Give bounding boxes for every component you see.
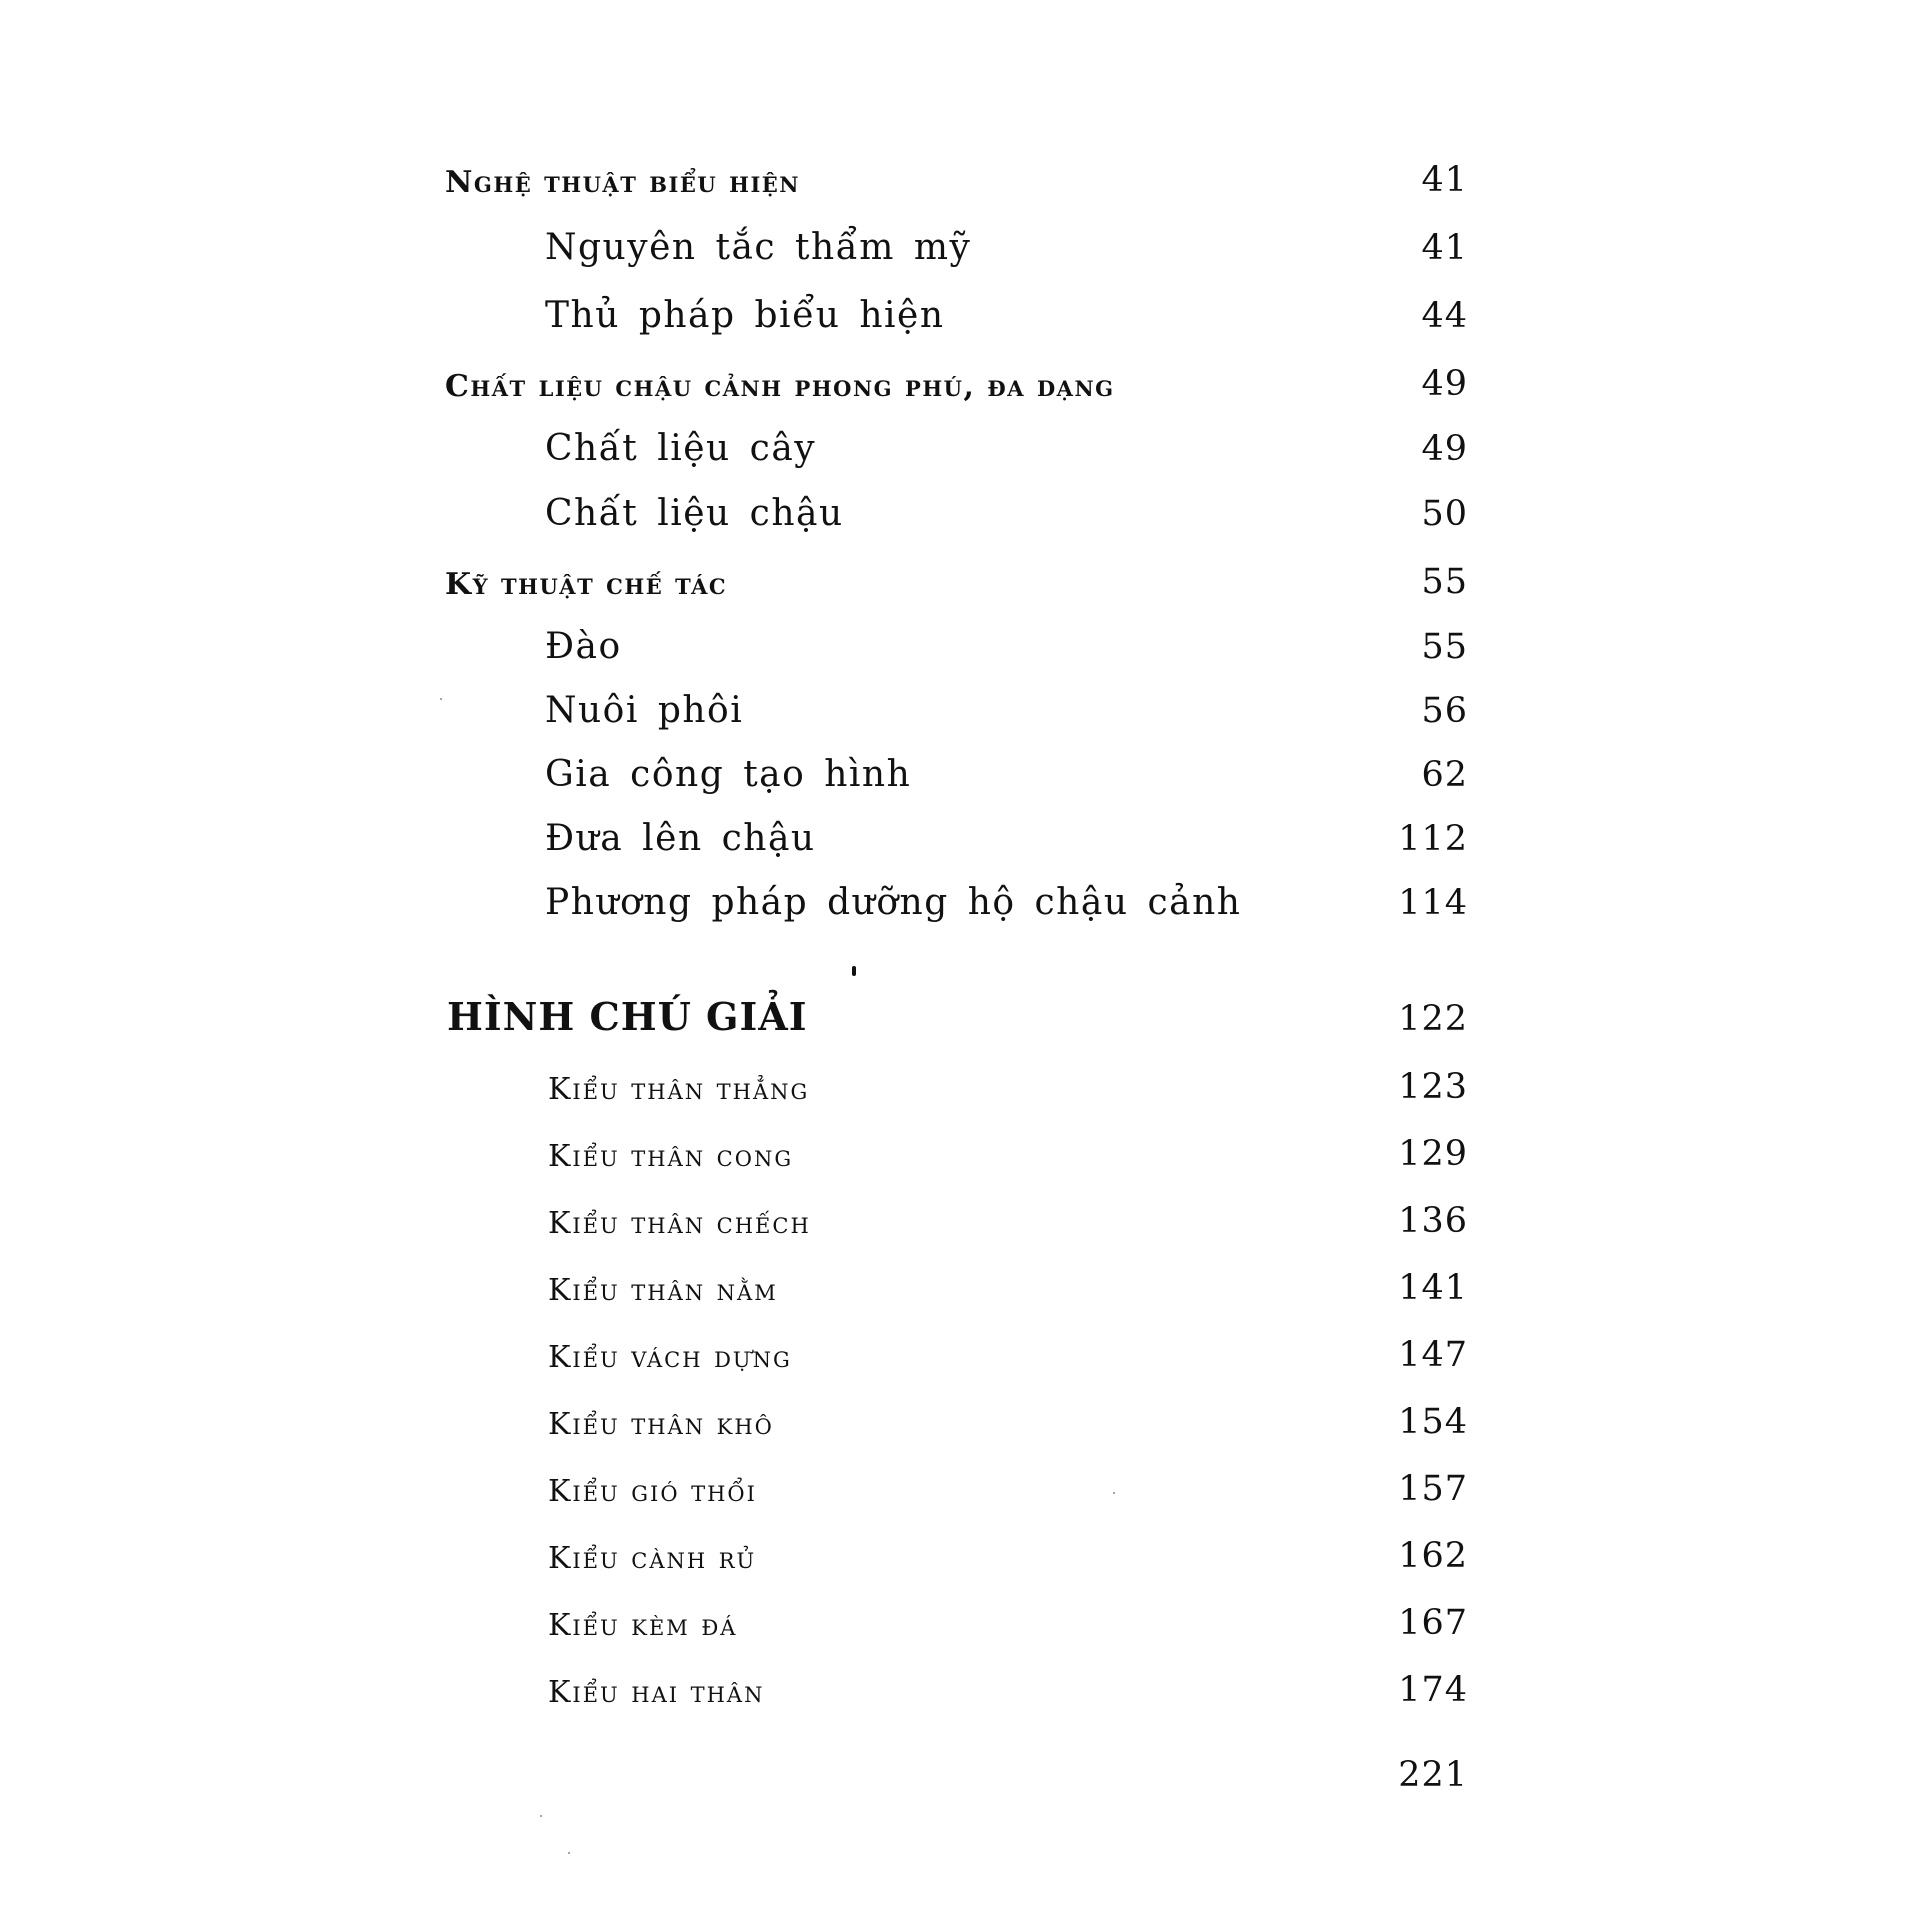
toc-entry-title: Kiểu thân cong <box>548 1139 794 1174</box>
toc-entry-page: 44 <box>1421 296 1468 336</box>
toc-entry-title: Đưa lên chậu <box>545 818 816 859</box>
toc-entry <box>0 1459 1920 1519</box>
toc-entry-title: Chất liệu cây <box>545 428 817 469</box>
toc-entry-page: 123 <box>1398 1067 1468 1107</box>
toc-entry-page: 136 <box>1398 1201 1468 1241</box>
toc-entry <box>0 745 1920 805</box>
toc-entry-page: 112 <box>1398 819 1468 859</box>
toc-entry <box>0 1057 1920 1117</box>
toc-entry-title: Đào <box>545 626 622 667</box>
page-number-row <box>0 1745 1920 1805</box>
toc-entry-page: 55 <box>1421 627 1468 667</box>
toc-entry <box>0 419 1920 479</box>
toc-entry <box>0 1526 1920 1586</box>
toc-entry-page: 114 <box>1398 883 1468 923</box>
toc-entry-page: 154 <box>1398 1402 1468 1442</box>
toc-entry-title: Kiểu thân chếch <box>548 1206 811 1241</box>
toc-entry-page: 174 <box>1398 1670 1468 1710</box>
scan-speck <box>568 1852 570 1854</box>
toc-entry <box>0 1258 1920 1318</box>
toc-entry-title: Kiểu thân khô <box>548 1407 774 1442</box>
scan-speck <box>440 698 442 700</box>
toc-entry-page: 167 <box>1398 1603 1468 1643</box>
toc-entry-title: Kiểu thân nằm <box>548 1273 778 1308</box>
toc-entry-title: Kiểu hai thân <box>548 1675 765 1710</box>
toc-entry <box>0 1124 1920 1184</box>
page-number: 221 <box>1398 1755 1468 1795</box>
toc-entry-title: Kiểu gió thổi <box>548 1474 757 1509</box>
toc-entry-page: 50 <box>1421 494 1468 534</box>
toc-entry-title: Gia công tạo hình <box>545 754 912 795</box>
toc-entry-title: Phương pháp dưỡng hộ chậu cảnh <box>545 882 1242 923</box>
toc-entry-page: 141 <box>1398 1268 1468 1308</box>
toc-entry <box>0 873 1920 933</box>
toc-entry-title: Chất liệu chậu <box>545 493 844 534</box>
toc-entry-page: 162 <box>1398 1536 1468 1576</box>
toc-section-heading <box>0 989 1920 1049</box>
toc-entry-page: 41 <box>1421 228 1468 268</box>
toc-entry-title: Nguyên tắc thẩm mỹ <box>545 227 972 268</box>
toc-entry <box>0 286 1920 346</box>
toc-entry-title: HÌNH CHÚ GIẢI <box>447 994 808 1039</box>
toc-entry-page: 122 <box>1398 999 1468 1039</box>
toc-entry-page: 62 <box>1421 755 1468 795</box>
toc-entry <box>0 1593 1920 1653</box>
toc-entry-title: Chất liệu chậu cảnh phong phú, đa dạng <box>445 369 1115 404</box>
toc-entry <box>0 617 1920 677</box>
toc-entry <box>0 681 1920 741</box>
scan-speck <box>540 1815 542 1817</box>
toc-entry <box>0 809 1920 869</box>
toc-entry <box>0 1392 1920 1452</box>
toc-entry <box>0 150 1920 210</box>
scan-speck <box>1113 1492 1115 1494</box>
toc-entry <box>0 1191 1920 1251</box>
toc-entry <box>0 354 1920 414</box>
toc-entry-title: Kiểu thân thẳng <box>548 1072 810 1107</box>
toc-entry-title: Thủ pháp biểu hiện <box>545 295 945 336</box>
toc-entry-title: Nghệ thuật biểu hiện <box>445 165 800 200</box>
toc-entry-page: 49 <box>1421 364 1468 404</box>
toc-entry-title: Kiểu cành rủ <box>548 1541 757 1576</box>
toc-entry-page: 56 <box>1421 691 1468 731</box>
toc-entry-title: Nuôi phôi <box>545 690 744 731</box>
toc-entry <box>0 552 1920 612</box>
toc-entry-title: Kỹ thuật chế tác <box>445 567 728 602</box>
toc-entry <box>0 484 1920 544</box>
toc-entry-page: 147 <box>1398 1335 1468 1375</box>
toc-entry-title: Kiểu vách dựng <box>548 1340 792 1375</box>
toc-entry <box>0 218 1920 278</box>
toc-entry <box>0 1660 1920 1720</box>
toc-entry-title: Kiểu kèm đá <box>548 1608 738 1643</box>
stray-mark <box>852 966 856 976</box>
toc-entry-page: 157 <box>1398 1469 1468 1509</box>
toc-entry-page: 129 <box>1398 1134 1468 1174</box>
toc-entry-page: 55 <box>1421 562 1468 602</box>
toc-entry <box>0 1325 1920 1385</box>
toc-entry-page: 49 <box>1421 429 1468 469</box>
toc-entry-page: 41 <box>1421 160 1468 200</box>
